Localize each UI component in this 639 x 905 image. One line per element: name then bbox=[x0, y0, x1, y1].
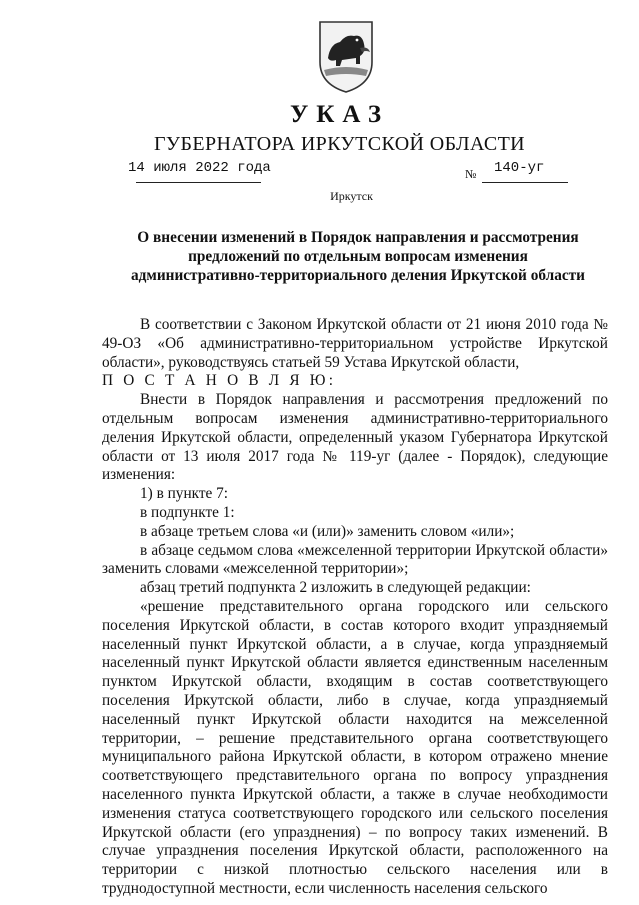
decree-date: 14 июля 2022 года bbox=[128, 160, 271, 176]
irkutsk-coat-of-arms-icon bbox=[316, 18, 376, 94]
city-name: Иркутск bbox=[330, 189, 373, 203]
body-paragraph: В соответствии с Законом Иркутской области от 21 июня 2010 года № 49-ОЗ «Об административно-территориальном устройстве Иркутской области», руководствуясь статьей 59 Устава Иркутской области, bbox=[102, 316, 608, 371]
decree-number: 140-уг bbox=[494, 160, 545, 176]
document-type: УКАЗ bbox=[289, 101, 390, 128]
number-underline bbox=[482, 182, 568, 183]
body-paragraph: «решение представительного органа городского или сельского поселения Иркутской области, в состав которого входит упраздняемый населенный пункт Иркутской области, а в случае, когда упраздняемый населенный пункт Иркутской области является единственным населенным пунктом Иркутской области, входящим в состав соответствующего поселения Иркутской области, либо в случае, когда упраздняемый населенный пункт Иркутской области находится на межселенной территории, – решение представительного органа соответствующего муниципального района Иркутской области, в котором отражено мнение соответствующего представительного органа по вопросу упразднения населенного пункта Иркутской области, а также в случае необходимости изменения статуса соответствующего городского или сельского поселения Иркутской области (его упразднения) – по вопросу таких изменений. В случае упразднения поселения Иркутской области, расположенного на территории с низкой плотностью сельского населения или в труднодоступной местности, если численность населения сельского bbox=[102, 597, 608, 897]
decree-body bbox=[102, 316, 608, 899]
body-paragraph: Внести в Порядок направления и рассмотрения предложений по отдельным вопросам изменения административно-территориального деления Иркутской области, определенный указом Губернатора Иркутской области от 13 июля 2017 года № 119-уг (далее - Порядок), следующие изменения: bbox=[102, 391, 608, 484]
date-underline bbox=[136, 182, 261, 183]
resolution-word: П О С Т А Н О В Л Я Ю: bbox=[102, 372, 337, 390]
body-paragraph: абзац третий подпункта 2 изложить в следующей редакции: bbox=[140, 579, 531, 597]
title-line: предложений по отдельным вопросам изменения bbox=[188, 248, 528, 265]
body-paragraph: в подпункте 1: bbox=[140, 503, 235, 521]
issuer-title: ГУБЕРНАТОРА ИРКУТСКОЙ ОБЛАСТИ bbox=[153, 133, 526, 155]
body-paragraph: 1) в пункте 7: bbox=[140, 485, 229, 503]
number-sign: № bbox=[465, 167, 477, 181]
body-paragraph: в абзаце третьем слова «и (или)» заменить словом «или»; bbox=[140, 522, 515, 540]
body-paragraph: в абзаце седьмом слова «межселенной территории Иркутской области» заменить словами «межселенной территории»; bbox=[102, 541, 608, 578]
decree-title bbox=[110, 228, 606, 285]
title-line: административно-территориального деления Иркутской области bbox=[131, 267, 585, 284]
title-line: О внесении изменений в Порядок направления и рассмотрения bbox=[137, 229, 579, 246]
